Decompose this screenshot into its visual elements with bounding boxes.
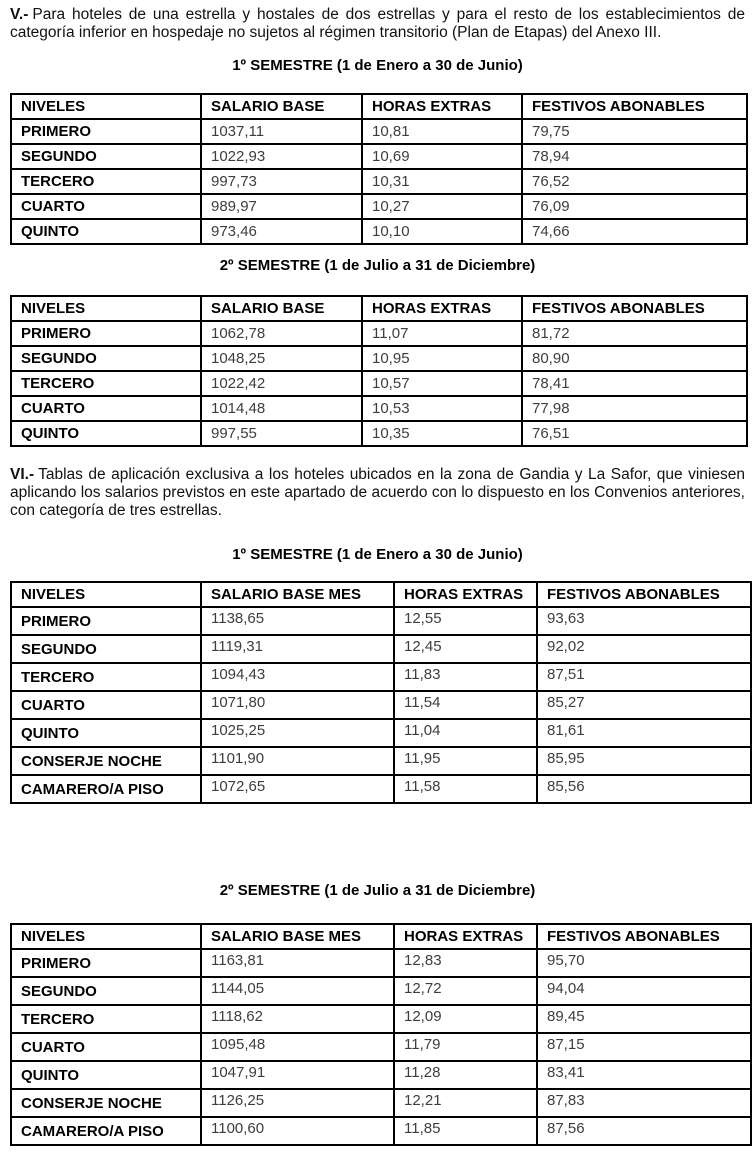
table-row bbox=[11, 977, 751, 1005]
level-cell: SEGUNDO bbox=[11, 346, 201, 371]
table-4-title: 2º SEMESTRE (1 de Julio a 31 de Diciembre) bbox=[219, 882, 536, 899]
level-cell: TERCERO bbox=[11, 1005, 201, 1033]
salario-cell: 1138,65 bbox=[201, 607, 394, 635]
festivos-cell: 87,15 bbox=[537, 1033, 751, 1061]
level-cell: CUARTO bbox=[11, 396, 201, 421]
festivos-cell: 85,95 bbox=[537, 747, 751, 775]
festivos-cell: 74,66 bbox=[522, 219, 747, 244]
horas-cell: 11,54 bbox=[394, 691, 537, 719]
festivos-cell: 76,52 bbox=[522, 169, 747, 194]
festivos-cell: 87,56 bbox=[537, 1117, 751, 1145]
level-cell: TERCERO bbox=[11, 663, 201, 691]
section-v-label: V.- bbox=[10, 6, 29, 23]
level-cell: QUINTO bbox=[11, 1061, 201, 1089]
festivos-cell: 85,56 bbox=[537, 775, 751, 803]
festivos-cell: 79,75 bbox=[522, 119, 747, 144]
festivos-cell: 89,45 bbox=[537, 1005, 751, 1033]
col-header-festivos: FESTIVOS ABONABLES bbox=[522, 94, 747, 119]
horas-cell: 11,07 bbox=[362, 321, 522, 346]
table-row bbox=[11, 719, 751, 747]
horas-cell: 12,72 bbox=[394, 977, 537, 1005]
horas-cell: 10,10 bbox=[362, 219, 522, 244]
horas-cell: 10,81 bbox=[362, 119, 522, 144]
level-cell: SEGUNDO bbox=[11, 977, 201, 1005]
salario-cell: 973,46 bbox=[201, 219, 362, 244]
table-row bbox=[11, 371, 747, 396]
level-cell: TERCERO bbox=[11, 169, 201, 194]
festivos-cell: 83,41 bbox=[537, 1061, 751, 1089]
table-row bbox=[11, 194, 747, 219]
col-header-salario-base: SALARIO BASE bbox=[201, 296, 362, 321]
festivos-cell: 78,94 bbox=[522, 144, 747, 169]
col-header-horas-extras: HORAS EXTRAS bbox=[394, 924, 537, 949]
salario-cell: 1163,81 bbox=[201, 949, 394, 977]
table-row bbox=[11, 144, 747, 169]
level-cell: CONSERJE NOCHE bbox=[11, 1089, 201, 1117]
section-vi-text: Tablas de aplicación exclusiva a los hoteles ubicados en la zona de Gandia y La Safor, que viniesen aplicando los salarios previstos en este apartado de acuerdo con lo dispuesto en los Convenios anteriores, con categoría de tres estrellas. bbox=[10, 466, 745, 519]
table-header-row bbox=[11, 94, 747, 119]
level-cell: CAMARERO/A PISO bbox=[11, 1117, 201, 1145]
col-header-salario-base: SALARIO BASE bbox=[201, 94, 362, 119]
level-cell: CUARTO bbox=[11, 194, 201, 219]
table-row bbox=[11, 635, 751, 663]
table-row bbox=[11, 1061, 751, 1089]
festivos-cell: 94,04 bbox=[537, 977, 751, 1005]
horas-cell: 12,55 bbox=[394, 607, 537, 635]
col-header-salario-base-mes: SALARIO BASE MES bbox=[201, 924, 394, 949]
col-header-niveles: NIVELES bbox=[11, 94, 201, 119]
col-header-horas-extras: HORAS EXTRAS bbox=[362, 94, 522, 119]
table-2-title: 2º SEMESTRE (1 de Julio a 31 de Diciembre) bbox=[219, 257, 536, 274]
horas-cell: 11,79 bbox=[394, 1033, 537, 1061]
salary-table-semester2 bbox=[10, 295, 748, 447]
salario-cell: 1062,78 bbox=[201, 321, 362, 346]
table-header-row bbox=[11, 924, 751, 949]
horas-cell: 11,58 bbox=[394, 775, 537, 803]
salario-cell: 1072,65 bbox=[201, 775, 394, 803]
horas-cell: 11,28 bbox=[394, 1061, 537, 1089]
col-header-niveles: NIVELES bbox=[11, 924, 201, 949]
level-cell: PRIMERO bbox=[11, 949, 201, 977]
horas-cell: 11,04 bbox=[394, 719, 537, 747]
salario-cell: 989,97 bbox=[201, 194, 362, 219]
table-row bbox=[11, 691, 751, 719]
horas-cell: 12,09 bbox=[394, 1005, 537, 1033]
level-cell: QUINTO bbox=[11, 421, 201, 446]
section-vi-paragraph bbox=[10, 466, 745, 520]
level-cell: TERCERO bbox=[11, 371, 201, 396]
table-header-row bbox=[11, 582, 751, 607]
salario-cell: 1048,25 bbox=[201, 346, 362, 371]
festivos-cell: 77,98 bbox=[522, 396, 747, 421]
festivos-cell: 85,27 bbox=[537, 691, 751, 719]
col-header-festivos: FESTIVOS ABONABLES bbox=[522, 296, 747, 321]
salario-cell: 1071,80 bbox=[201, 691, 394, 719]
level-cell: SEGUNDO bbox=[11, 144, 201, 169]
horas-cell: 12,45 bbox=[394, 635, 537, 663]
salario-cell: 1022,42 bbox=[201, 371, 362, 396]
level-cell: CONSERJE NOCHE bbox=[11, 747, 201, 775]
salario-cell: 1100,60 bbox=[201, 1117, 394, 1145]
col-header-festivos: FESTIVOS ABONABLES bbox=[537, 582, 751, 607]
col-header-horas-extras: HORAS EXTRAS bbox=[362, 296, 522, 321]
level-cell: QUINTO bbox=[11, 719, 201, 747]
salario-cell: 1118,62 bbox=[201, 1005, 394, 1033]
table-1-title: 1º SEMESTRE (1 de Enero a 30 de Junio) bbox=[232, 57, 523, 74]
horas-cell: 10,95 bbox=[362, 346, 522, 371]
salario-cell: 1126,25 bbox=[201, 1089, 394, 1117]
table-row bbox=[11, 1089, 751, 1117]
level-cell: SEGUNDO bbox=[11, 635, 201, 663]
level-cell: CUARTO bbox=[11, 691, 201, 719]
col-header-niveles: NIVELES bbox=[11, 296, 201, 321]
salario-cell: 1144,05 bbox=[201, 977, 394, 1005]
salario-cell: 1037,11 bbox=[201, 119, 362, 144]
col-header-festivos: FESTIVOS ABONABLES bbox=[537, 924, 751, 949]
section-v-text: Para hoteles de una estrella y hostales de dos estrellas y para el resto de los establecimientos de categoría inferior en hospedaje no sujetos al régimen transitorio (Plan de Etapas) del Anexo III. bbox=[10, 6, 745, 41]
salario-cell: 1014,48 bbox=[201, 396, 362, 421]
festivos-cell: 87,83 bbox=[537, 1089, 751, 1117]
salario-cell: 997,73 bbox=[201, 169, 362, 194]
horas-cell: 12,83 bbox=[394, 949, 537, 977]
section-vi-label: VI.- bbox=[10, 466, 35, 483]
horas-cell: 10,35 bbox=[362, 421, 522, 446]
salary-table-gandia-semester1 bbox=[10, 581, 752, 804]
table-row bbox=[11, 1033, 751, 1061]
festivos-cell: 80,90 bbox=[522, 346, 747, 371]
table-3-title: 1º SEMESTRE (1 de Enero a 30 de Junio) bbox=[232, 546, 523, 563]
salary-table-semester1 bbox=[10, 93, 748, 245]
level-cell: PRIMERO bbox=[11, 607, 201, 635]
salario-cell: 1095,48 bbox=[201, 1033, 394, 1061]
level-cell: PRIMERO bbox=[11, 119, 201, 144]
festivos-cell: 81,72 bbox=[522, 321, 747, 346]
col-header-niveles: NIVELES bbox=[11, 582, 201, 607]
salario-cell: 1025,25 bbox=[201, 719, 394, 747]
table-row bbox=[11, 1117, 751, 1145]
table-row bbox=[11, 219, 747, 244]
table-row bbox=[11, 169, 747, 194]
table-row bbox=[11, 775, 751, 803]
horas-cell: 10,69 bbox=[362, 144, 522, 169]
festivos-cell: 95,70 bbox=[537, 949, 751, 977]
table-row bbox=[11, 421, 747, 446]
horas-cell: 10,57 bbox=[362, 371, 522, 396]
level-cell: PRIMERO bbox=[11, 321, 201, 346]
salario-cell: 1022,93 bbox=[201, 144, 362, 169]
salario-cell: 1094,43 bbox=[201, 663, 394, 691]
table-row bbox=[11, 321, 747, 346]
festivos-cell: 78,41 bbox=[522, 371, 747, 396]
salario-cell: 1047,91 bbox=[201, 1061, 394, 1089]
table-row bbox=[11, 396, 747, 421]
festivos-cell: 93,63 bbox=[537, 607, 751, 635]
horas-cell: 11,95 bbox=[394, 747, 537, 775]
festivos-cell: 81,61 bbox=[537, 719, 751, 747]
festivos-cell: 76,09 bbox=[522, 194, 747, 219]
festivos-cell: 87,51 bbox=[537, 663, 751, 691]
table-row bbox=[11, 747, 751, 775]
horas-cell: 10,27 bbox=[362, 194, 522, 219]
level-cell: CAMARERO/A PISO bbox=[11, 775, 201, 803]
horas-cell: 10,31 bbox=[362, 169, 522, 194]
salario-cell: 1119,31 bbox=[201, 635, 394, 663]
table-row bbox=[11, 663, 751, 691]
table-row bbox=[11, 346, 747, 371]
festivos-cell: 76,51 bbox=[522, 421, 747, 446]
level-cell: CUARTO bbox=[11, 1033, 201, 1061]
horas-cell: 11,85 bbox=[394, 1117, 537, 1145]
section-v-paragraph bbox=[10, 6, 745, 42]
table-row bbox=[11, 119, 747, 144]
salario-cell: 997,55 bbox=[201, 421, 362, 446]
horas-cell: 11,83 bbox=[394, 663, 537, 691]
salario-cell: 1101,90 bbox=[201, 747, 394, 775]
table-row bbox=[11, 607, 751, 635]
col-header-horas-extras: HORAS EXTRAS bbox=[394, 582, 537, 607]
level-cell: QUINTO bbox=[11, 219, 201, 244]
horas-cell: 10,53 bbox=[362, 396, 522, 421]
table-row bbox=[11, 1005, 751, 1033]
table-row bbox=[11, 949, 751, 977]
horas-cell: 12,21 bbox=[394, 1089, 537, 1117]
festivos-cell: 92,02 bbox=[537, 635, 751, 663]
col-header-salario-base-mes: SALARIO BASE MES bbox=[201, 582, 394, 607]
table-header-row bbox=[11, 296, 747, 321]
salary-table-gandia-semester2 bbox=[10, 923, 752, 1146]
